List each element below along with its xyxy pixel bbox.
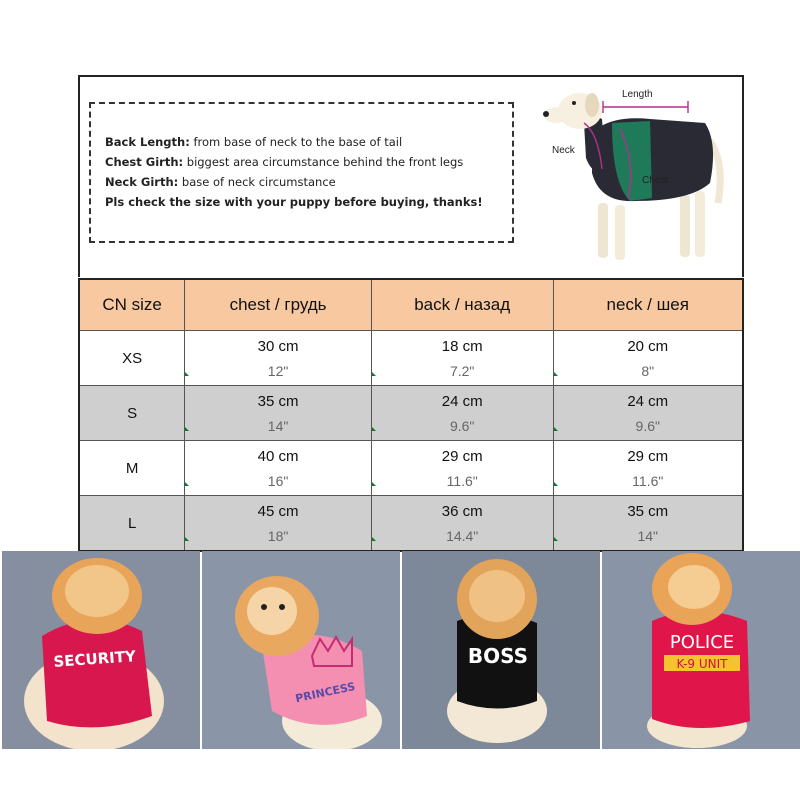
back-length-line: Back Length: from base of neck to the base of tail [105,135,403,149]
measurement-legend [89,102,514,243]
size-cell: XS [79,331,185,386]
shirt-text: BOSS [467,644,529,668]
shirt-text: POLICE [669,632,735,653]
chest-cell: 45 cm 18" [185,496,372,552]
back-cell: 18 cm 7.2" [371,331,553,386]
shirt-text: SECURITY [52,647,137,671]
column-header-chest: chest / грудь [185,279,372,331]
neck-cell: 20 cm 8" [553,331,743,386]
table-row [79,386,743,441]
dog-security-shirt-image [2,551,200,749]
dog-measurement-diagram [540,83,730,273]
product-photo-police[interactable] [602,551,800,749]
dog-police-shirt-image [602,551,800,749]
neck-cell: 24 cm 9.6" [553,386,743,441]
product-photo-princess[interactable] [202,551,400,749]
chest-cell: 40 cm 16" [185,441,372,496]
back-cell: 36 cm 14.4" [371,496,553,552]
chest-cell: 35 cm 14" [185,386,372,441]
size-check-note: Pls check the size with your puppy before buying, thanks! [105,195,483,209]
product-photo-security[interactable] [2,551,200,749]
neck-girth-line: Neck Girth: base of neck circumstance [105,175,336,189]
table-row [79,496,743,552]
shirt-subtext: K-9 UNIT [676,657,728,671]
size-cell: L [79,496,185,552]
column-header-size: CN size [79,279,185,331]
size-cell: M [79,441,185,496]
shirt-text: PRINCESS [294,679,357,706]
table-row [79,331,743,386]
column-header-back: back / назад [371,279,553,331]
chest-girth-line: Chest Girth: biggest area circumstance behind the front legs [105,155,464,169]
size-guide-info-box [78,75,744,277]
dog-boss-shirt-image [402,551,600,749]
length-label: Length [622,89,653,100]
dog-princess-shirt-image [202,551,400,749]
table-header-row [79,279,743,331]
column-header-neck: neck / шея [553,279,743,331]
back-cell: 24 cm 9.6" [371,386,553,441]
chest-cell: 30 cm 12" [185,331,372,386]
back-cell: 29 cm 11.6" [371,441,553,496]
table-row [79,441,743,496]
size-table [78,278,744,552]
size-cell: S [79,386,185,441]
neck-label: Neck [552,145,575,156]
neck-cell: 29 cm 11.6" [553,441,743,496]
chest-label: Chest [642,175,669,186]
product-photo-boss[interactable] [402,551,600,749]
neck-cell: 35 cm 14" [553,496,743,552]
